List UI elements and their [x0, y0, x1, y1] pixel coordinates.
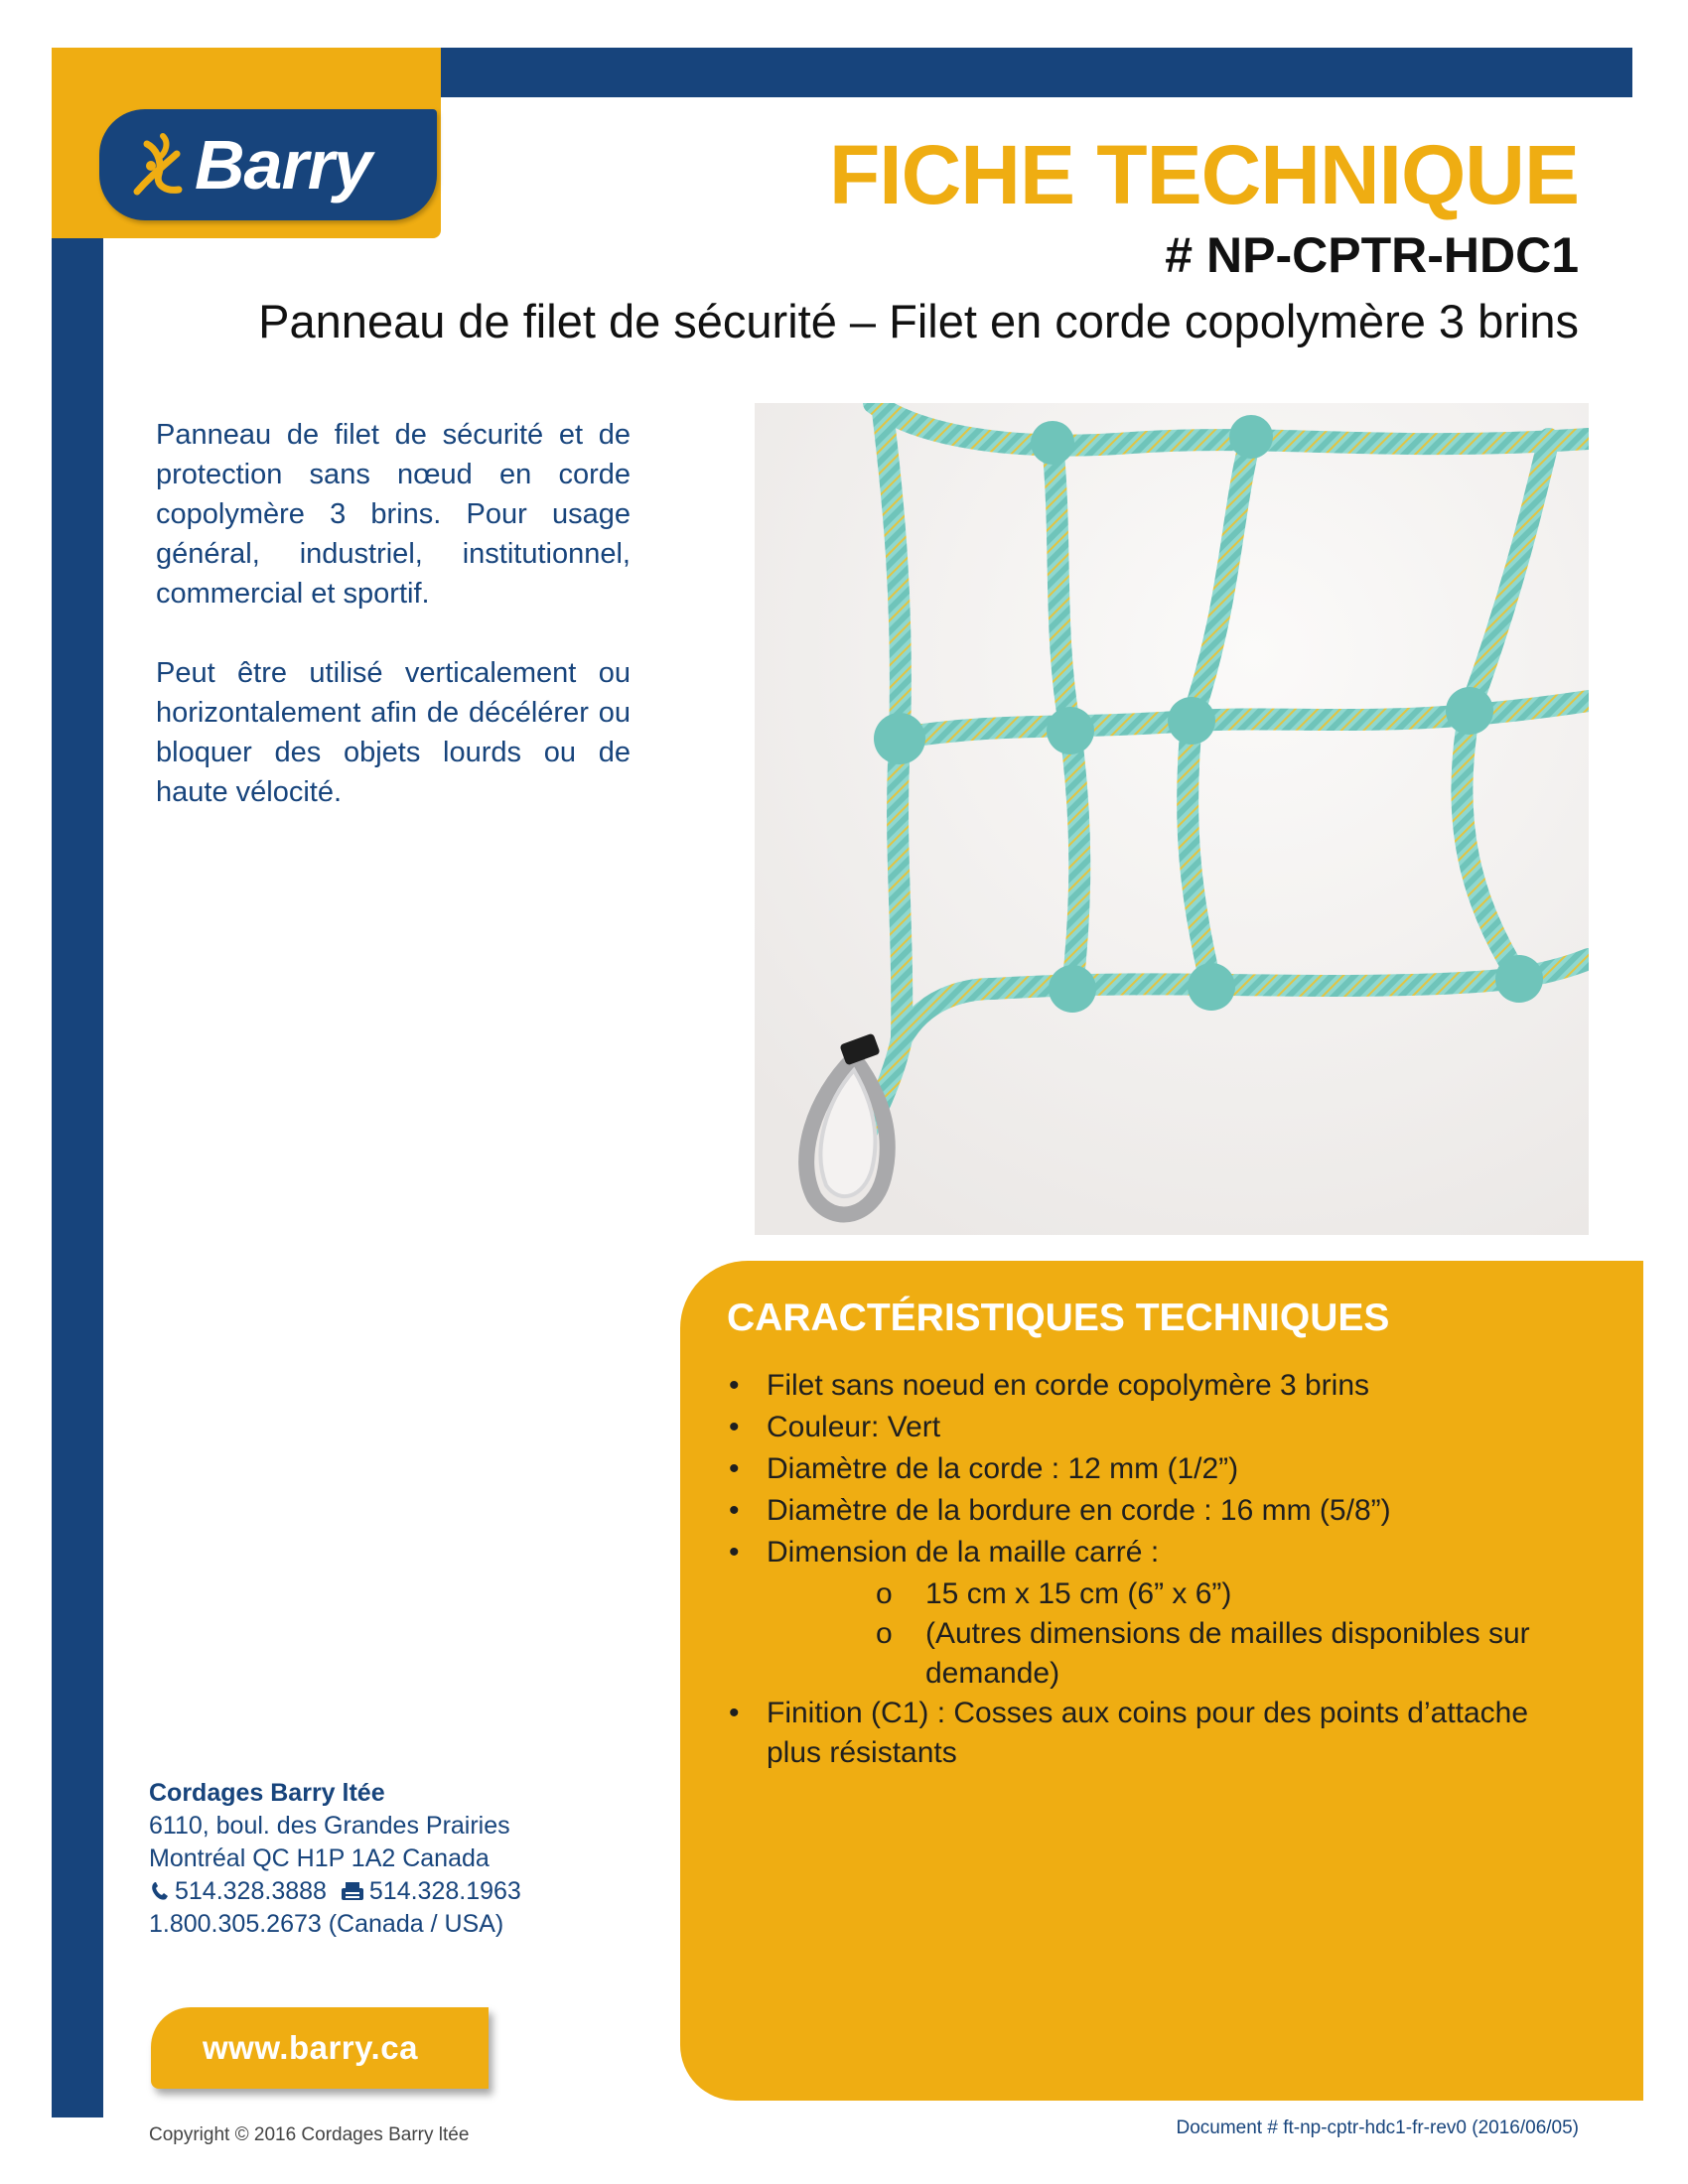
- website-tab[interactable]: [151, 2007, 489, 2089]
- address-line-2: Montréal QC H1P 1A2 Canada: [149, 1844, 490, 1872]
- document-title: FICHE TECHNIQUE: [828, 128, 1579, 221]
- company-name: Cordages Barry ltée: [149, 1779, 385, 1807]
- tollfree-line: 1.800.305.2673 (Canada / USA): [149, 1910, 504, 1938]
- sub-bullet: o: [876, 1617, 893, 1650]
- product-name: Panneau de filet de sécurité – Filet en corde copolymère 3 brins: [258, 295, 1579, 347]
- spec-text: Diamètre de la corde : 12 mm (1/2”): [767, 1452, 1239, 1485]
- spec-item: [727, 1449, 1551, 1489]
- document-number: Document # ft-np-cptr-hdc1-fr-rev0 (2016/06/05): [1176, 2117, 1579, 2138]
- phone-line: [149, 1875, 521, 1908]
- description-paragraph: Peut être utilisé verticalement ou horizontalement afin de décélérer ou bloquer des objets lourds ou de haute vélocité.: [156, 657, 631, 808]
- left-frame-bar: [52, 48, 103, 2117]
- spec-text: Dimension de la maille carré :: [767, 1536, 1160, 1569]
- phone-number: 514.328.3888: [175, 1877, 327, 1905]
- spec-item: [727, 1408, 1551, 1447]
- spec-sub-text: 15 cm x 15 cm (6” x 6”): [925, 1577, 1232, 1610]
- spec-item: [727, 1366, 1551, 1406]
- fax-number: 514.328.1963: [368, 1877, 521, 1905]
- sub-bullet: o: [876, 1577, 893, 1610]
- spec-sub-text: (Autres dimensions de mailles disponibles sur demande): [925, 1617, 1530, 1690]
- address-line-1: 6110, boul. des Grandes Prairies: [149, 1812, 510, 1840]
- specs-title: CARACTÉRISTIQUES TECHNIQUES: [727, 1297, 1390, 1339]
- specs-list: [727, 1366, 1551, 1775]
- bullet: •: [729, 1369, 740, 1402]
- logo-wordmark: Barry: [195, 126, 371, 204]
- bullet: •: [729, 1411, 740, 1443]
- spec-item: [727, 1533, 1551, 1572]
- spec-text: Filet sans noeud en corde copolymère 3 brins: [767, 1369, 1370, 1402]
- spec-sub-item: [727, 1614, 1551, 1694]
- barry-logo: [99, 109, 437, 220]
- net-product-photo: [755, 403, 1589, 1235]
- contact-block: [149, 1777, 521, 1941]
- website-link[interactable]: www.barry.ca: [203, 2029, 418, 2066]
- copyright-notice: Copyright © 2016 Cordages Barry ltée: [149, 2124, 470, 2145]
- product-code: # NP-CPTR-HDC1: [1165, 227, 1579, 283]
- spec-text: Couleur: Vert: [767, 1411, 941, 1443]
- spec-text: Diamètre de la bordure en corde : 16 mm (5/8”): [767, 1494, 1391, 1527]
- bullet: •: [729, 1697, 740, 1729]
- spec-item: [727, 1694, 1551, 1773]
- bullet: •: [729, 1452, 740, 1485]
- product-description: [156, 415, 631, 852]
- phone-icon: [149, 1880, 171, 1902]
- bullet: •: [729, 1494, 740, 1527]
- spec-item: [727, 1491, 1551, 1531]
- rope-net-illustration: [755, 403, 1589, 1235]
- spec-text: Finition (C1) : Cosses aux coins pour des points d’attache plus résistants: [767, 1697, 1529, 1769]
- description-paragraph: Panneau de filet de sécurité et de protection sans nœud en corde copolymère 3 brins. Pour usage général, industriel, institutionnel, commercial et sportif.: [156, 419, 631, 610]
- spec-sub-item: [727, 1574, 1551, 1614]
- fax-icon: [340, 1880, 365, 1902]
- bullet: •: [729, 1536, 740, 1569]
- knot-logo-icon: [129, 130, 189, 200]
